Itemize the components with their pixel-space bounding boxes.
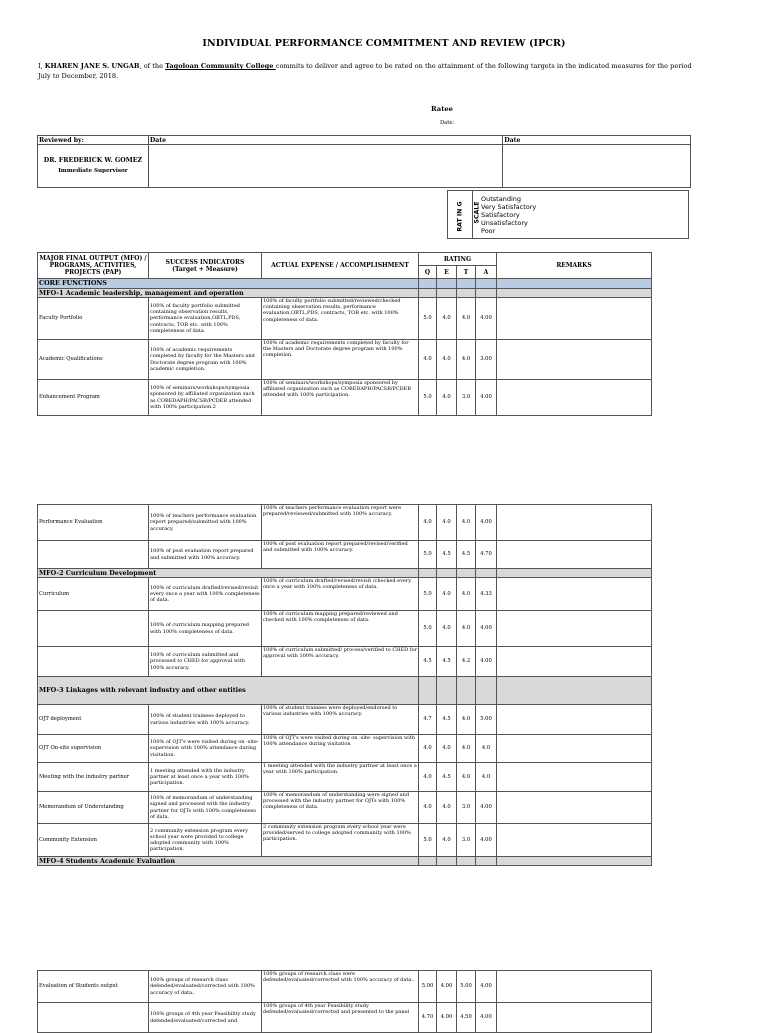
mfo-cell: Community Extension bbox=[38, 824, 149, 857]
employee-name: KHAREN JANE S. UNGAB bbox=[44, 62, 140, 70]
table-row bbox=[38, 1003, 652, 1033]
remarks-cell[interactable] bbox=[497, 763, 652, 792]
accomplishment-cell: 100% of academic requirements completed by faculty for the Masters and Doctorate degree program with 100% completion. bbox=[262, 340, 419, 380]
rating-q-cell: 4.70 bbox=[419, 1003, 437, 1033]
accomplishment-cell: 2 community extension program every school year were provided/served to college adopted community with 100% participation. bbox=[262, 824, 419, 857]
ratee-label: Ratee bbox=[431, 105, 453, 113]
header-si-subtitle: (Target + Measure) bbox=[172, 265, 238, 273]
rating-t-cell: 4.0 bbox=[457, 735, 476, 763]
rating-e-cell: 4.0 bbox=[437, 340, 457, 380]
accomplishment-cell: 1 meeting attended with the industry partner at least once a year with 100% participation. bbox=[262, 763, 419, 792]
rating-e-cell: 4.00 bbox=[437, 971, 457, 1003]
success-indicator-cell: 1 meeting attended with the industry partner at least once a year with 100% participation. bbox=[149, 763, 262, 792]
success-indicator-cell: 100% of curriculum mapping prepared with 100% completeness of data. bbox=[149, 611, 262, 647]
mfo-cell: Curriculum bbox=[38, 578, 149, 611]
table-row bbox=[38, 824, 652, 857]
rating-a-cell: 4.00 bbox=[476, 971, 497, 1003]
accomplishment-cell: 100% of memorandum of understanding were signed and processed with the industry partner for OJTs with 100% completeness of data. bbox=[262, 792, 419, 824]
header-a: A bbox=[476, 266, 497, 279]
accomplishment-cell: 100% groups of research class were defended/evaluated/corrected with 100% accuracy of data.. bbox=[262, 971, 419, 1003]
mfo-cell: Memorandum of Understanding bbox=[38, 792, 149, 824]
rating-e-cell: 4.00 bbox=[437, 1003, 457, 1033]
header-e: E bbox=[437, 266, 457, 279]
supervisor-name: DR. FREDERICK W. GOMEZ bbox=[43, 157, 143, 164]
rating-scale-label-2: SCALE bbox=[473, 201, 481, 224]
mfo1-heading: MFO-1 Academic leadership, management and operation bbox=[38, 289, 419, 298]
remarks-cell[interactable] bbox=[497, 298, 652, 340]
rating-t-cell: 4.0 bbox=[457, 763, 476, 792]
accomplishment-cell: 100% of student trainees were deployed/endorsed to various industries with 100% accuracy. bbox=[262, 705, 419, 735]
mfo-cell: OJT deployment bbox=[38, 705, 149, 735]
rating-t-cell: 4.2 bbox=[457, 647, 476, 677]
success-indicator-cell: 100% groups of research class defended/evaluated/corrected with 100% accuracy of data.. bbox=[149, 971, 262, 1003]
rating-t-cell: 4.50 bbox=[457, 1003, 476, 1033]
rating-scale-label: RAT IN G bbox=[456, 201, 464, 232]
accomplishment-cell: 100% of faculty portfolio submitted/reviewed/checked containing observation results, performance evaluation,OBTL,PDS, contracts, TOR etc. with 100% completeness of data. bbox=[262, 298, 419, 340]
rating-q-cell: 5.00 bbox=[419, 971, 437, 1003]
success-indicator-cell: 100% of memorandum of understanding signed and processed with the industry partner for OJTs with 100% completeness of data. bbox=[149, 792, 262, 824]
rating-scale-item: Satisfactory bbox=[481, 211, 520, 219]
mfo-cell bbox=[38, 611, 149, 647]
mfo2-heading: MFO-2 Curriculum Development bbox=[38, 569, 419, 578]
intro-of: , of the bbox=[139, 62, 166, 70]
table-row bbox=[38, 735, 652, 763]
rating-a-cell: 4.00 bbox=[476, 792, 497, 824]
review-date-value[interactable] bbox=[148, 145, 502, 188]
accomplishment-cell: 100% of teachers performance evaluation report were prepared/reviewed/submitted with 100% accuracy. bbox=[262, 505, 419, 541]
header-si-title: SUCCESS INDICATORS bbox=[165, 258, 245, 266]
table-row bbox=[38, 541, 652, 569]
header-remarks: REMARKS bbox=[497, 253, 652, 279]
mfo-cell: Meeting with the industry partner bbox=[38, 763, 149, 792]
table-row bbox=[38, 705, 652, 735]
intro-statement bbox=[38, 62, 698, 81]
header-t: T bbox=[457, 266, 476, 279]
success-indicator-cell: 100% of academic requirements completed by faculty for the Masters and Doctorate degree program with 100% academic completion. bbox=[149, 340, 262, 380]
document-title: INDIVIDUAL PERFORMANCE COMMITMENT AND REVIEW (IPCR) bbox=[202, 38, 566, 49]
remarks-cell[interactable] bbox=[497, 971, 652, 1003]
header-accomplishment: ACTUAL EXPENSE / ACCOMPLISHMENT bbox=[262, 253, 419, 279]
rating-a-cell: 5.00 bbox=[476, 705, 497, 735]
rating-t-cell: 3.0 bbox=[457, 380, 476, 416]
mfo-cell bbox=[38, 647, 149, 677]
mfo-cell: Evaluation of Students output bbox=[38, 971, 149, 1003]
accomplishment-cell: 100% groups of 4th year Feasibility study defended/evaluated/corrected and presented to the panel bbox=[262, 1003, 419, 1033]
ipcr-table-part-2 bbox=[37, 504, 652, 866]
rating-t-cell: 4.0 bbox=[457, 298, 476, 340]
rating-a-cell: 4.00 bbox=[476, 298, 497, 340]
rating-t-cell: 4.0 bbox=[457, 340, 476, 380]
accomplishment-cell: 100% of curriculum mapping prepared/reviewed and checked with 100% completeness of data. bbox=[262, 611, 419, 647]
table-row bbox=[38, 763, 652, 792]
rating-q-cell: 4.7 bbox=[419, 705, 437, 735]
rating-e-cell: 4.5 bbox=[437, 647, 457, 677]
success-indicator-cell: 100% of post evaluation report prepared and submitted with 100% accuracy. bbox=[149, 541, 262, 569]
rating-e-cell: 4.0 bbox=[437, 735, 457, 763]
rating-e-cell: 4.0 bbox=[437, 792, 457, 824]
rating-a-cell: 4.0 bbox=[476, 763, 497, 792]
rating-e-cell: 4.5 bbox=[437, 541, 457, 569]
remarks-cell[interactable] bbox=[497, 340, 652, 380]
intro-prefix: I, bbox=[38, 62, 45, 70]
mfo-cell: OJT On-site supervision bbox=[38, 735, 149, 763]
success-indicator-cell: 100% of student trainees deployed to various industries with 100% accuracy. bbox=[149, 705, 262, 735]
rating-q-cell: 4.0 bbox=[419, 735, 437, 763]
rating-t-cell: 4.0 bbox=[457, 611, 476, 647]
table-row bbox=[38, 647, 652, 677]
remarks-cell[interactable] bbox=[497, 705, 652, 735]
rating-a-cell: 4.00 bbox=[476, 380, 497, 416]
rating-q-cell: 5.0 bbox=[419, 541, 437, 569]
review-table bbox=[37, 135, 691, 188]
rating-q-cell: 4.5 bbox=[419, 647, 437, 677]
rating-t-cell: 4.0 bbox=[457, 578, 476, 611]
accomplishment-cell: 100% of post evaluation report prepared/revised/verified and submitted with 100% accuracy. bbox=[262, 541, 419, 569]
supervisor-title: Immediate Supervisor bbox=[58, 168, 128, 174]
review-date-label: Date bbox=[148, 136, 502, 145]
rating-a-cell: 4.00 bbox=[476, 824, 497, 857]
rating-a-cell: 4.00 bbox=[476, 647, 497, 677]
rating-a-cell: 4.00 bbox=[476, 611, 497, 647]
mfo-cell: Academic Qualifications bbox=[38, 340, 149, 380]
header-success-indicators bbox=[149, 253, 262, 279]
rating-scale-item: Poor bbox=[481, 227, 496, 235]
accomplishment-cell: 100% of OJT's were visited during on -site- supervision with 100% attendance during visitation bbox=[262, 735, 419, 763]
remarks-cell[interactable] bbox=[497, 578, 652, 611]
rating-a-cell: 4.33 bbox=[476, 578, 497, 611]
accomplishment-cell: 100% of curriculum drafted/revised/revisit /checked every once a year with 100% completeness of data. bbox=[262, 578, 419, 611]
remarks-cell[interactable] bbox=[497, 824, 652, 857]
rating-q-cell: 4.0 bbox=[419, 763, 437, 792]
college-name: Tagoloan Community College bbox=[165, 62, 276, 70]
core-functions-heading: CORE FUNCTIONS bbox=[38, 279, 419, 289]
rating-a-cell: 3.00 bbox=[476, 340, 497, 380]
rating-a-cell: 4.0 bbox=[476, 735, 497, 763]
rating-q-cell: 5.0 bbox=[419, 578, 437, 611]
rating-e-cell: 4.0 bbox=[437, 824, 457, 857]
mfo-cell: Enhancement Program bbox=[38, 380, 149, 416]
rating-t-cell: 4.0 bbox=[457, 705, 476, 735]
mfo-cell bbox=[38, 1003, 149, 1033]
success-indicator-cell: 100% groups of 4th year Feasibility study defended/evaluated/corrected and bbox=[149, 1003, 262, 1033]
rating-e-cell: 4.0 bbox=[437, 578, 457, 611]
rating-scale-list bbox=[481, 195, 536, 235]
rating-q-cell: 4.0 bbox=[419, 792, 437, 824]
rating-e-cell: 4.0 bbox=[437, 505, 457, 541]
rating-scale-item: Unsatisfactory bbox=[481, 219, 528, 227]
remarks-cell[interactable] bbox=[497, 380, 652, 416]
rating-e-cell: 4.5 bbox=[437, 763, 457, 792]
table-row bbox=[38, 971, 652, 1003]
rating-t-cell: 4.0 bbox=[457, 505, 476, 541]
ratee-date-label: Date: bbox=[440, 120, 455, 126]
remarks-cell[interactable] bbox=[497, 541, 652, 569]
rating-a-cell: 4.00 bbox=[476, 1003, 497, 1033]
rating-scale-label-cell bbox=[448, 191, 473, 238]
accomplishment-cell: 100% of curriculum submitted/ process/verified to CHED for approval with 100% accuracy. bbox=[262, 647, 419, 677]
success-indicator-cell: 100% of curriculum drafted/revised/revisit every once a year with 100% completeness of data. bbox=[149, 578, 262, 611]
rating-scale-item: Very Satisfactory bbox=[481, 203, 537, 211]
reviewed-by-label: Reviewed by: bbox=[38, 136, 149, 145]
success-indicator-cell: 100% of faculty portfolio submitted containing observation results, performance evaluation,OBTL,PDS, contracts, TOR etc. with 100% completeness of data. bbox=[149, 298, 262, 340]
success-indicator-cell: 2 community extension program every school year were provided to college adopted community with 100% participation. bbox=[149, 824, 262, 857]
supervisor-cell bbox=[38, 145, 149, 188]
table-row bbox=[38, 611, 652, 647]
remarks-cell[interactable] bbox=[497, 735, 652, 763]
accomplishment-cell: 100% of seminars/workshops/symposia sponsored by affiliated organization such as COBEDAPH/PACSB/PCDEB attended with 100% participation. bbox=[262, 380, 419, 416]
review-date-value-2[interactable] bbox=[503, 145, 691, 188]
table-row bbox=[38, 578, 652, 611]
mfo-cell: Performance Evaluation bbox=[38, 505, 149, 541]
remarks-cell[interactable] bbox=[497, 792, 652, 824]
rating-scale-item: Outstanding bbox=[481, 195, 521, 203]
remarks-cell[interactable] bbox=[497, 611, 652, 647]
ipcr-table-part-1 bbox=[37, 252, 652, 416]
success-indicator-cell: 100% of OJT's were visited during on -site- supervision with 100% attendance during visitation. bbox=[149, 735, 262, 763]
table-row bbox=[38, 380, 652, 416]
success-indicator-cell: 100% of curriculum submitted and processed to CHED for approval with 100% accuracy. bbox=[149, 647, 262, 677]
success-indicator-cell: 100% of teachers performance evaluation report prepared/submitted with 100% accuracy. bbox=[149, 505, 262, 541]
table-row bbox=[38, 792, 652, 824]
header-rating: RATING bbox=[419, 253, 497, 266]
header-mfo: MAJOR FINAL OUTPUT (MFO) / PROGRAMS, ACTIVITIES, PROJECTS (PAP) bbox=[38, 253, 149, 279]
rating-q-cell: 4.0 bbox=[419, 505, 437, 541]
rating-a-cell: 4.70 bbox=[476, 541, 497, 569]
rating-q-cell: 5.0 bbox=[419, 298, 437, 340]
remarks-cell[interactable] bbox=[497, 647, 652, 677]
success-indicator-cell: 100% of seminars/workshops/symposia sponsored by affiliated organization such as COBEDAPH/PACSB/PCDEB attended with 100% participation.2 bbox=[149, 380, 262, 416]
rating-a-cell: 4.00 bbox=[476, 505, 497, 541]
table-row bbox=[38, 505, 652, 541]
header-q: Q bbox=[419, 266, 437, 279]
rating-t-cell: 3.0 bbox=[457, 824, 476, 857]
rating-t-cell: 4.5 bbox=[457, 541, 476, 569]
rating-t-cell: 3.0 bbox=[457, 792, 476, 824]
rating-e-cell: 4.5 bbox=[437, 705, 457, 735]
review-date-label-2: Date bbox=[503, 136, 691, 145]
rating-e-cell: 4.0 bbox=[437, 380, 457, 416]
rating-q-cell: 5.0 bbox=[419, 611, 437, 647]
rating-t-cell: 5.00 bbox=[457, 971, 476, 1003]
remarks-cell[interactable] bbox=[497, 1003, 652, 1033]
remarks-cell[interactable] bbox=[497, 505, 652, 541]
rating-q-cell: 4.0 bbox=[419, 340, 437, 380]
rating-q-cell: 5.0 bbox=[419, 380, 437, 416]
table-row bbox=[38, 340, 652, 380]
rating-e-cell: 4.0 bbox=[437, 611, 457, 647]
table-row bbox=[38, 298, 652, 340]
mfo-cell: Faculty Portfolio bbox=[38, 298, 149, 340]
rating-scale-box bbox=[447, 190, 689, 239]
intro-rest: commits to deliver and agree to be rated on the attainment of the following targets in the indicated measures for the period July to December, 2018. bbox=[38, 62, 692, 80]
rating-e-cell: 4.0 bbox=[437, 298, 457, 340]
mfo-cell bbox=[38, 541, 149, 569]
mfo3-heading: MFO-3 Linkages with relevant industry and other entities bbox=[38, 677, 419, 705]
rating-q-cell: 5.0 bbox=[419, 824, 437, 857]
mfo4-heading: MFO-4 Students Academic Evaluation bbox=[38, 857, 419, 866]
